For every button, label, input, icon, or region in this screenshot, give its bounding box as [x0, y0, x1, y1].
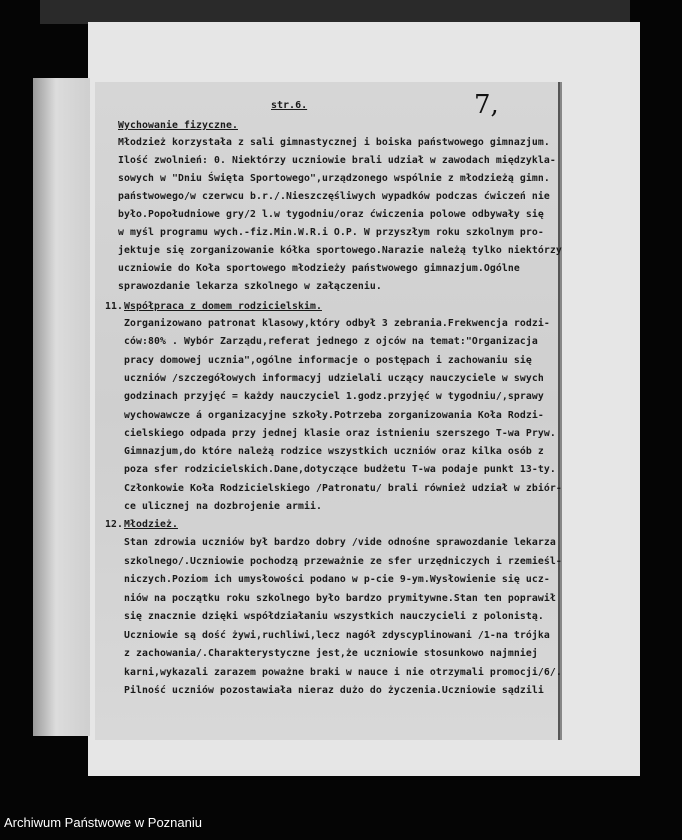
text-line: niów na początku roku szkolnego było bardzo prymitywne.Stan ten poprawił: [124, 592, 556, 604]
text-line: Pilność uczniów pozostawiała nieraz dużo do życzenia.Uczniowie sądzili: [124, 685, 544, 696]
text-line: karni,wykazali zarazem poważne braki w nauce i nie otrzymali promocji/6/.: [124, 666, 562, 678]
text-line: się znacznie dzięki współdziałaniu wszystkich nauczycieli z polonistą.: [124, 611, 544, 622]
handwritten-page-number: 7,: [474, 90, 499, 120]
page-edge: [558, 82, 560, 740]
text-line: wychowawcze á organizacyjne szkoły.Potrzeba zorganizowania Koła Rodzi-: [124, 409, 544, 421]
text-line: Stan zdrowia uczniów był bardzo dobry /vide odnośne sprawozdanie lekarza: [124, 537, 556, 548]
archive-watermark: Archiwum Państwowe w Poznaniu: [4, 815, 202, 830]
section-heading: Młodzież.: [124, 519, 178, 530]
text-line: Zorganizowano patronat klasowy,który odbył 3 zebrania.Frekwencja rodzi-: [124, 318, 550, 329]
text-line: cielskiego odpada przy jednej klasie oraz istnieniu szerszego T-wa Pryw.: [124, 427, 556, 439]
text-line: sprawozdanie lekarza szkolnego w załączeniu.: [118, 281, 382, 292]
section-heading: Wychowanie fizyczne.: [118, 120, 238, 131]
scan-top-strip: [40, 0, 630, 24]
scan-left-page-edge: [33, 78, 90, 736]
section-number: 11.: [105, 301, 123, 312]
text-line: Ilość zwolnień: 0. Niektórzy uczniowie brali udział w zawodach międzykla-: [118, 155, 556, 166]
text-line: sowych w "Dniu Święta Sportowego",urządzonego wspólnie z młodzieżą gimn.: [118, 173, 550, 184]
text-line: Gimnazjum,do które należą rodzice wszystkich uczniów oraz kilka osób z: [124, 446, 544, 458]
text-line: Członkowie Koła Rodzicielskiego /Patronatu/ brali również udział w zbiór-: [124, 482, 562, 494]
text-line: było.Popołudniowe gry/2 l.w tygodniu/oraz ćwiczenia polowe odbywały się: [118, 209, 544, 220]
text-line: państwowego/w czerwcu b.r./.Nieszczęśliwych wypadków podczas ćwiczeń nie: [118, 191, 550, 202]
text-line: Uczniowie są dość żywi,ruchliwi,lecz nagół zdyscyplinowani /1-na trójka: [124, 629, 550, 641]
text-line: godzinach przyjęć = każdy nauczyciel 1.godz.przyjęć w tygodniu/,sprawy: [124, 391, 544, 403]
text-line: pracy domowej ucznia",ogólne informacje o postępach i zachowaniu się: [124, 354, 532, 366]
text-line: z zachowania/.Charakterystyczne jest,że uczniowie stosunkowo najmniej: [124, 648, 538, 659]
text-line: ców:80% . Wybór Zarządu,referat jednego z ojców na temat:"Organizacja: [124, 336, 538, 348]
text-line: poza sfer rodzicielskich.Dane,dotyczące budżetu T-wa podaje punkt 13-ty.: [124, 464, 556, 476]
text-line: niczych.Poziom ich umysłowości podano w p-cie 9-ym.Wysłowienie się ucz-: [124, 574, 550, 585]
text-line: w myśl programu wych.-fiz.Min.W.R.i O.P. W przyszłym roku szkolnym pro-: [118, 227, 544, 238]
section-heading: Współpraca z domem rodzicielskim.: [124, 301, 322, 312]
text-line: ce ulicznej na dozbrojenie armii.: [124, 501, 322, 512]
text-line: jektuje się zorganizowanie kółka sportowego.Narazie należą tylko niektórzy: [118, 245, 562, 256]
text-line: szkolnego/.Uczniowie pochodzą przeważnie ze sfer urzędniczych i rzemieśl-: [124, 555, 562, 567]
page-label: str.6.: [271, 100, 308, 111]
section-number: 12.: [105, 519, 123, 530]
text-line: uczniów /szczegółowych informacyj udzielali uczący nauczyciele w swych: [124, 372, 544, 384]
text-line: uczniowie do Koła sportowego młodzieży państwowego gimnazjum.Ogólne: [118, 263, 520, 274]
text-line: Młodzież korzystała z sali gimnastycznej i boiska państwowego gimnazjum.: [118, 137, 550, 148]
